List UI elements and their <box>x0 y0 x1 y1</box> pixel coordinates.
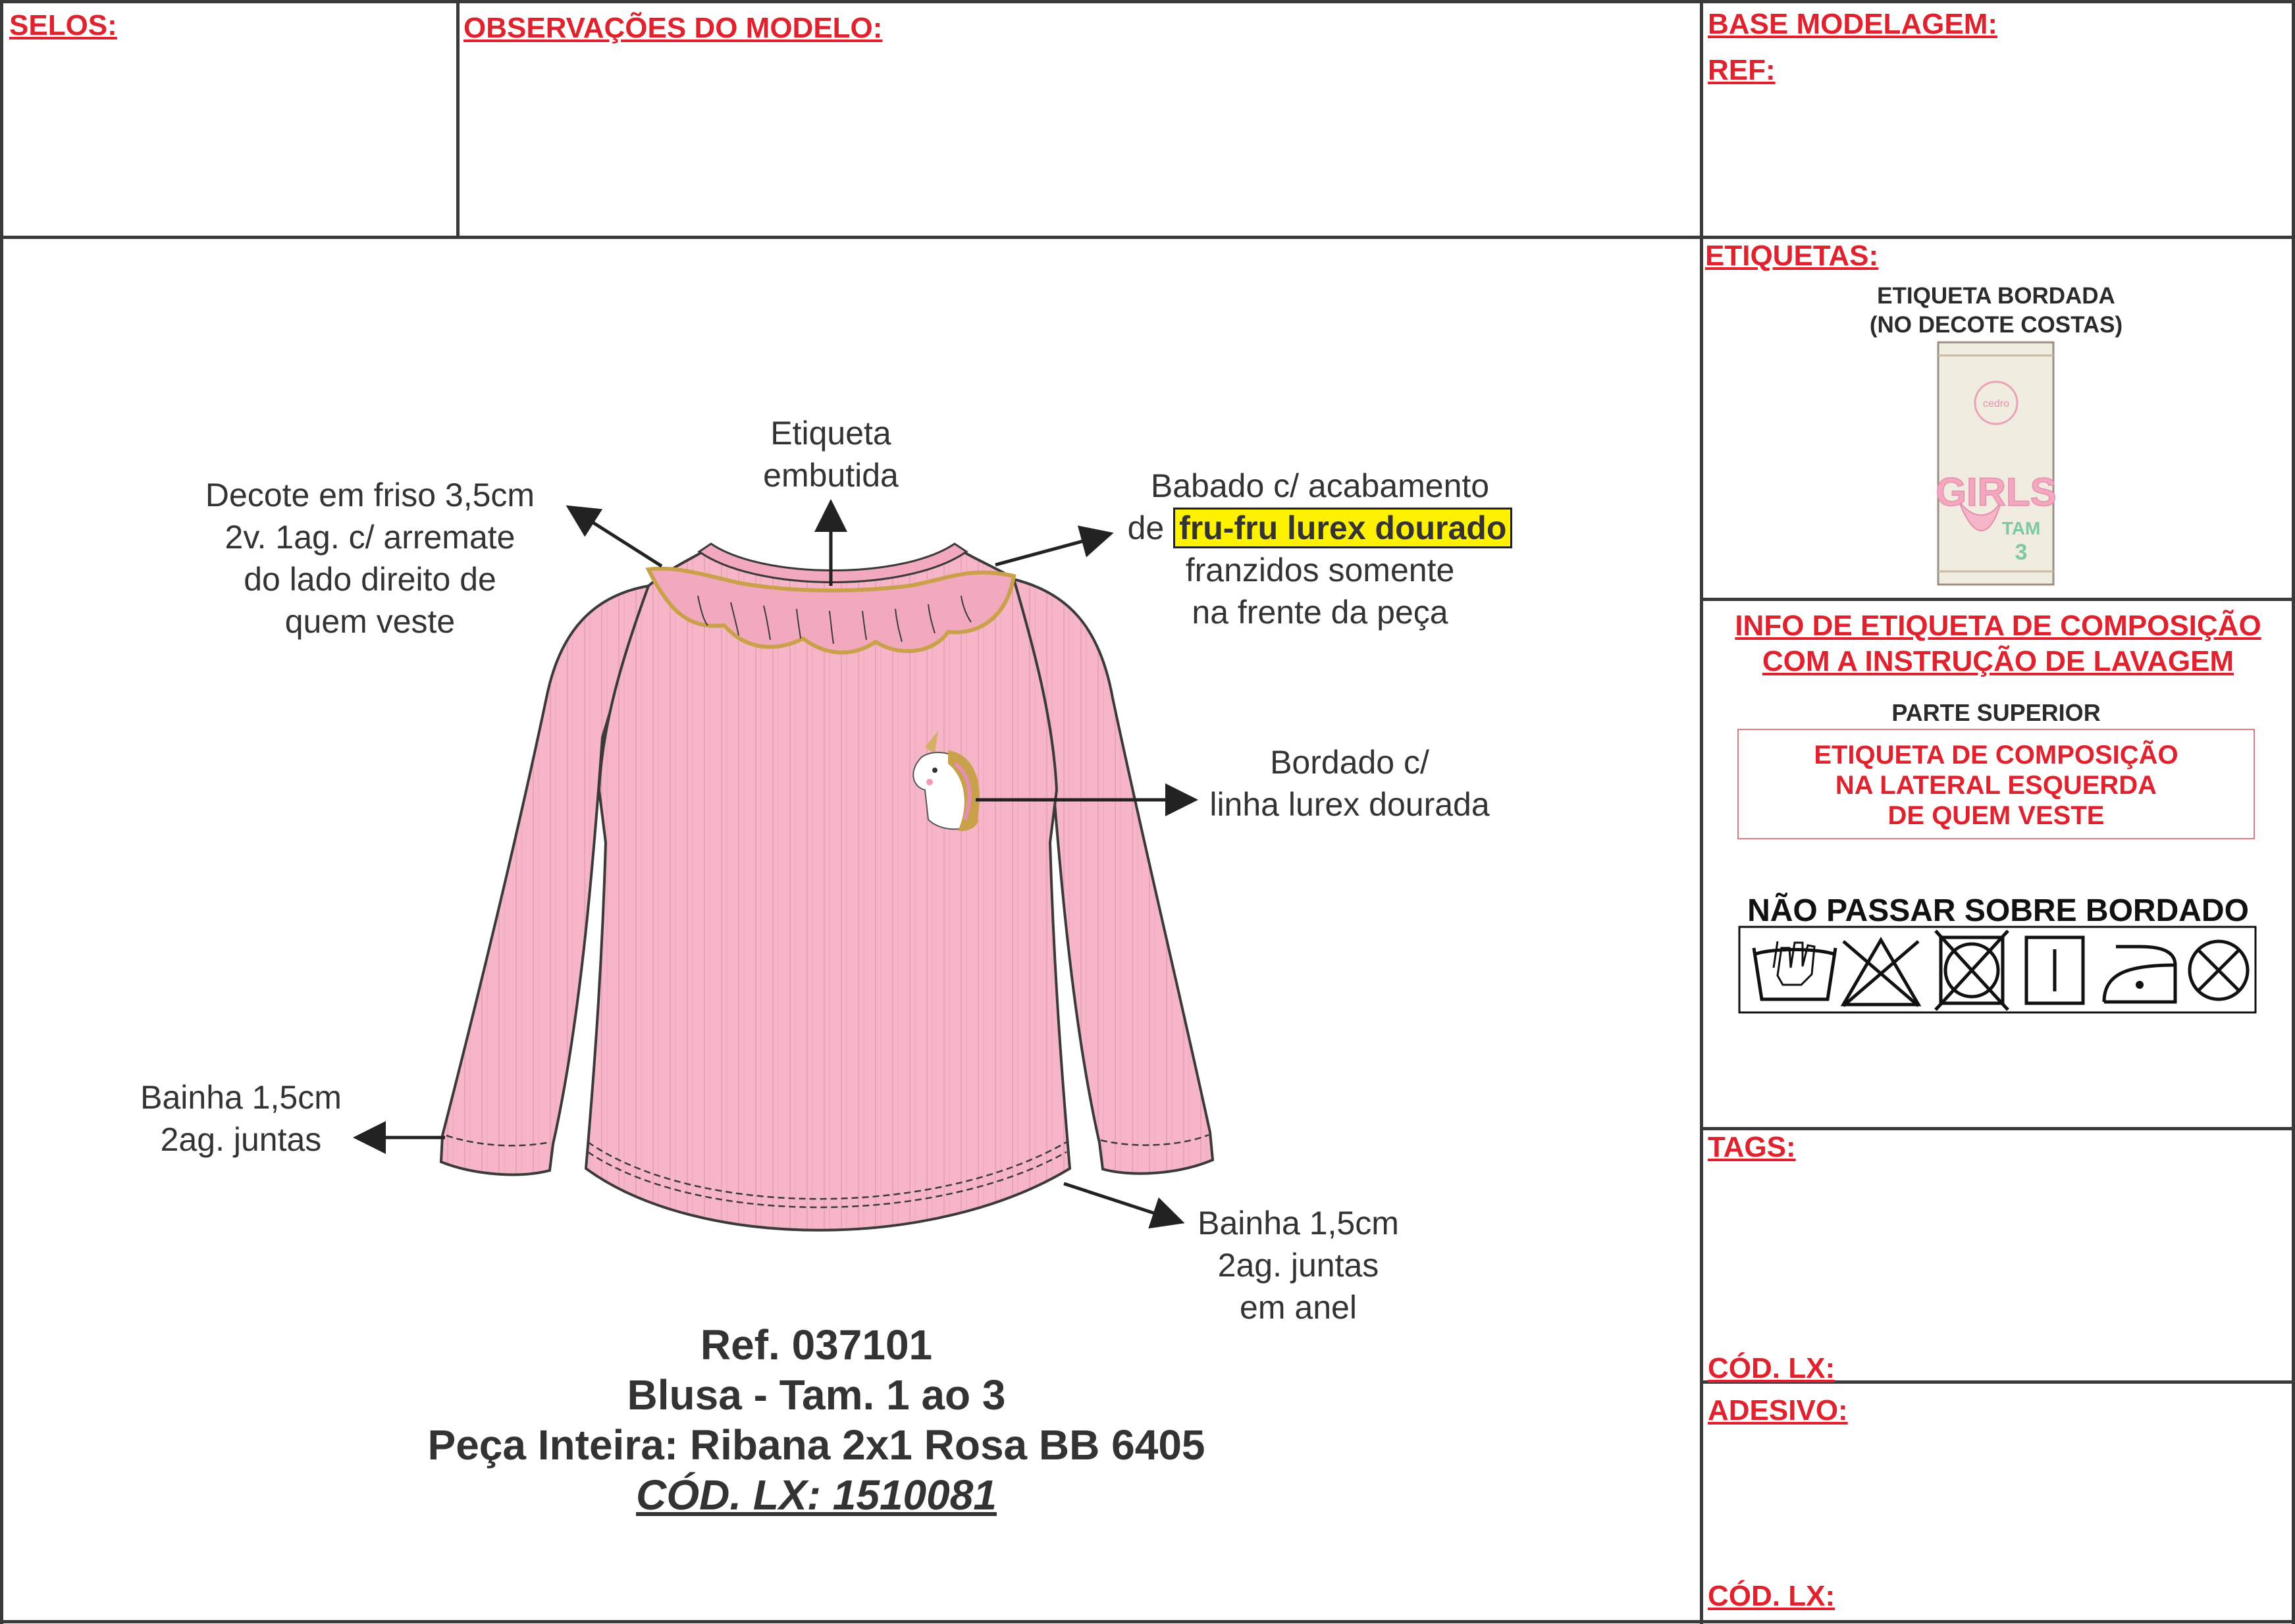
etiquetas-label: ETIQUETAS: <box>1705 240 1879 272</box>
blouse-drawing <box>441 544 1213 1230</box>
adesivo-cod-lx-label: CÓD. LX: <box>1708 1580 1835 1612</box>
label-size-text: 3 <box>2015 540 2028 565</box>
info-title-line-1: INFO DE ETIQUETA DE COMPOSIÇÃO <box>1735 610 2261 642</box>
woven-label-image <box>1938 342 2053 585</box>
babado-line-1: Babado c/ acabamento <box>1150 467 1490 504</box>
babado-line-3: franzidos somente <box>1185 552 1455 589</box>
label-brand-text: cedro <box>1982 398 2010 409</box>
composicao-line-2: NA LATERAL ESQUERDA <box>1835 771 2157 800</box>
decote-line-1: Decote em friso 3,5cm <box>205 477 535 513</box>
observacoes-label: OBSERVAÇÕES DO MODELO: <box>463 12 883 44</box>
iron-low-icon <box>2104 947 2175 1002</box>
bainha-barra-line-3: em anel <box>1240 1289 1357 1326</box>
info-title-line-2: COM A INSTRUÇÃO DE LAVAGEM <box>1762 645 2234 677</box>
composicao-line-3: DE QUEM VESTE <box>1887 801 2105 830</box>
bainha-barra-line-2: 2ag. juntas <box>1217 1247 1379 1284</box>
decote-line-4: quem veste <box>284 603 456 640</box>
composicao-line-1: ETIQUETA DE COMPOSIÇÃO <box>1814 741 2178 770</box>
hand-wash-icon <box>1754 941 1835 999</box>
bordado-line-2: linha lurex dourada <box>1209 786 1490 823</box>
product-fabric: Peça Inteira: Ribana 2x1 Rosa BB 6405 <box>427 1421 1205 1469</box>
info-composicao-title <box>1705 608 2291 679</box>
etiqueta-line-1: Etiqueta <box>770 415 891 452</box>
etiqueta-line-2: embutida <box>763 457 899 494</box>
bainha-barra-callout <box>1180 1202 1417 1328</box>
babado-line-2 <box>1106 507 1534 549</box>
parte-superior-text: PARTE SUPERIOR <box>1891 699 2101 726</box>
decote-line-2: 2v. 1ag. c/ arremate <box>224 519 515 556</box>
bainha-barra-line-1: Bainha 1,5cm <box>1198 1205 1399 1242</box>
babado-callout <box>1106 465 1534 633</box>
line-dry-icon <box>2026 937 2083 1003</box>
bordado-callout <box>1185 741 1514 825</box>
babado-line-4: na frente da peça <box>1192 594 1448 631</box>
no-tumble-dry-icon <box>1936 931 2008 1010</box>
babado-highlight: fru-fru lurex dourado <box>1173 508 1512 548</box>
product-name: Blusa - Tam. 1 ao 3 <box>627 1371 1006 1419</box>
no-bleach-icon <box>1843 940 1918 1006</box>
decote-callout <box>146 474 594 642</box>
tags-cod-lx-label: CÓD. LX: <box>1708 1352 1835 1384</box>
label-girls-text: GIRLS <box>1936 470 2057 514</box>
nao-passar-text: NÃO PASSAR SOBRE BORDADO <box>1747 893 2249 928</box>
tags-label: TAGS: <box>1708 1131 1796 1163</box>
base-modelagem-label: BASE MODELAGEM: <box>1708 8 1997 40</box>
bordado-line-1: Bordado c/ <box>1270 744 1429 781</box>
adesivo-label: ADESIVO: <box>1708 1394 1848 1427</box>
ref-label: REF: <box>1708 54 1776 86</box>
bainha-manga-line-2: 2ag. juntas <box>160 1121 322 1158</box>
care-icons-strip <box>1739 927 2255 1012</box>
bainha-manga-callout <box>129 1076 353 1161</box>
bainha-manga-line-1: Bainha 1,5cm <box>140 1079 342 1116</box>
label-tam-text: TAM <box>2001 518 2041 538</box>
no-dry-clean-icon <box>2190 941 2248 999</box>
etiqueta-callout <box>699 412 963 496</box>
selos-label: SELOS: <box>9 9 117 41</box>
etiqueta-bordada-line-1: ETIQUETA BORDADA <box>1877 283 2115 309</box>
product-ref: Ref. 037101 <box>700 1321 933 1369</box>
etiqueta-bordada-text <box>1738 282 2254 340</box>
product-info <box>369 1320 1264 1520</box>
composicao-text <box>1738 740 2254 831</box>
babado-prefix: de <box>1127 510 1165 546</box>
etiqueta-bordada-line-2: (NO DECOTE COSTAS) <box>1869 312 2123 338</box>
decote-line-3: do lado direito de <box>244 561 496 598</box>
product-code: CÓD. LX: 1510081 <box>636 1471 997 1519</box>
